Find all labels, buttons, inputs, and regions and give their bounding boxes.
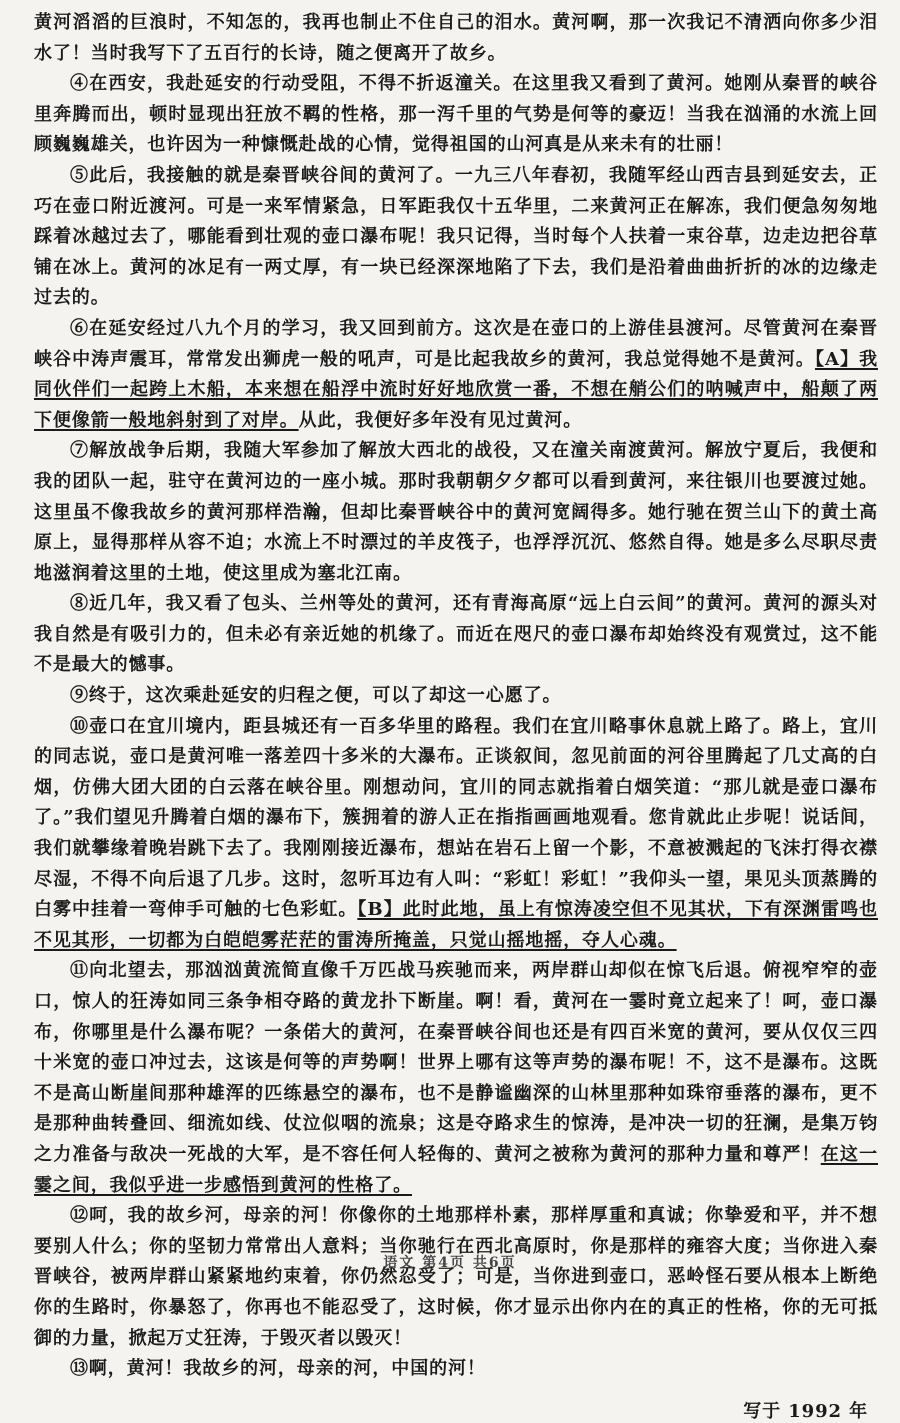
paragraph-13 [34, 1354, 878, 1385]
paragraph-text: ④在西安，我赴延安的行动受阻，不得不折返潼关。在这里我又看到了黄河。她刚从秦晋的峡谷里奔腾而出，顿时显现出狂放不羁的性格，那一泻千里的气势是何等的豪迈！当我在汹涌的水流上回顾巍巍雄关，也许因为一种慷慨赴战的心情，觉得祖国的山河真是从来未有的壮丽！ [34, 73, 878, 156]
paragraph-5 [34, 161, 878, 314]
underlined-passage-b: 【B】此时此地，虽上有惊涛凌空但不见其状，下有深渊雷鸣也不见其形，一切都为白皑皑雾茫茫的雷涛所掩盖，只觉山摇地摇，夺人心魂。 [34, 899, 878, 951]
underlined-passage-a: 【A】我同伙伴们一起跨上木船，本来想在船浮中流时好好地欣赏一番，不想在艄公们的呐喊声中，船颠了两下便像箭一般地斜射到了对岸。 [34, 348, 878, 431]
paragraph-text: ⑦解放战争后期，我随大军参加了解放大西北的战役，又在潼关南渡黄河。解放宁夏后，我便和我的团队一起，驻守在黄河边的一座小城。那时我朝朝夕夕都可以看到黄河，来往银川也要渡过她。这里虽不像我故乡的黄河那样浩瀚，但却比秦晋峡谷中的黄河宽阔得多。她行驰在贺兰山下的黄土高原上，显得那样从容不迫；水流上不时漂过的羊皮筏子，也浮浮沉沉、悠然自得。她是多么尽职尽责地滋润着这里的土地，使这里成为塞北江南。 [34, 440, 878, 584]
paragraph-text: ⑨终于，这次乘赴延安的归程之便，可以了却这一心愿了。 [70, 685, 562, 707]
paragraph-7 [34, 436, 878, 589]
paragraph-text: 从此，我便好多年没有见过黄河。 [298, 409, 583, 431]
article-body [34, 8, 878, 1385]
date-signature: 写于 1992 年 [743, 1400, 868, 1422]
paragraph-9 [34, 681, 878, 712]
paragraph-4 [34, 69, 878, 161]
paragraph-text: ⑬啊，黄河！我故乡的河，母亲的河，中国的河！ [70, 1358, 486, 1380]
paragraph-10 [34, 712, 878, 957]
paragraph-text: ⑩壶口在宜川境内，距县城还有一百多华里的路程。我们在宜川略事休息就上路了。路上，宜川的同志说，壶口是黄河唯一落差四十多米的大瀑布。正谈叙间，忽见前面的河谷里腾起了几丈高的白烟，仿佛大团大团的白云落在峡谷里。刚想动问，宜川的同志就指着白烟笑道：“那儿就是壶口瀑布了。”我们望见升腾着白烟的瀑布下，簇拥着的游人正在指指画画地观看。您肯就此止步呢！说话间，我们就攀缘着晚岩跳下去了。我刚刚接近瀑布，想站在岩石上留一个影，不意被溅起的飞沫打得衣襟尽湿，不得不向后退了几步。这时，忽听耳边有人叫：“彩虹！彩虹！”我仰头一望，果见头顶蒸腾的白雾中挂着一弯伸手可触的七色彩虹。 [34, 715, 878, 921]
paragraph-text: ⑥在延安经过八九个月的学习，我又回到前方。这次是在壶口的上游佳县渡河。尽管黄河在秦晋峡谷中涛声震耳，常常发出狮虎一般的吼声，可是比起我故乡的黄河，我总觉得她不是黄河。 [34, 317, 878, 370]
paragraph-text: 黄河滔滔的巨浪时，不知怎的，我再也制止不住自己的泪水。黄河啊，那一次我记不清洒向你多少泪水了！当时我写下了五百行的长诗，随之便离开了故乡。 [34, 12, 878, 64]
paragraph-11 [34, 956, 878, 1201]
paragraph-8 [34, 589, 878, 681]
paragraph-text: ⑧近几年，我又看了包头、兰州等处的黄河，还有青海高原“远上白云间”的黄河。黄河的源头对我自然是有吸引力的，但未必有亲近她的机缘了。而近在咫尺的壶口瀑布却始终没有观赏过，这不能不是最大的憾事。 [34, 593, 878, 676]
paragraph-text: ⑫呵，我的故乡河，母亲的河！你像你的土地那样朴素，那样厚重和真诚；你挚爱和平，并不想要别人什么；你的坚韧力常常出人意料；当你驰行在西北高原时，你是那样的雍容大度；当你进入秦晋峡谷，被两岸群山紧紧地约束着，你仍然忍受了；可是，当你进到壶口，恶岭怪石要从根本上断绝你的生路时，你暴怒了，你再也不能忍受了，这时候，你才显示出你内在的真正的性格，你的无可抵御的力量，掀起万丈狂涛，于毁灭者以毁灭！ [34, 1205, 878, 1349]
page-footer: 语文 第4页 共6页 [383, 1255, 517, 1271]
paragraph-6 [34, 314, 878, 436]
paragraph-12 [34, 1201, 878, 1354]
paragraph-p0 [34, 8, 878, 69]
underlined-sentence: 在这一霎之间，我似乎进一步感悟到黄河的性格了。 [34, 1143, 878, 1196]
paragraph-text: ⑪向北望去，那汹汹黄流简直像千万匹战马疾驰而来，两岸群山却似在惊飞后退。俯视窄窄的壶口，惊人的狂涛如同三条争相夺路的黄龙扑下断崖。啊！看，黄河在一霎时竟立起来了！呵，壶口瀑布，你哪里是什么瀑布呢？一条偌大的黄河，在秦晋峡谷间也还是有四百米宽的黄河，要从仅仅三四十米宽的壶口冲过去，这该是何等的声势啊！世界上哪有这等声势的瀑布呢！不，这不是瀑布。这既不是高山断崖间那种雄浑的匹练悬空的瀑布，也不是静谧幽深的山林里那种如珠帘垂落的瀑布，更不是那种曲转叠回、细流如线、仗泣似咽的流泉；这是夺路求生的惊涛，是冲决一切的狂澜，是集万钧之力准备与敌决一死战的大军，是不容任何人轻侮的、黄河之被称为黄河的那种力量和尊严！ [34, 960, 878, 1165]
paragraph-text: ⑤此后，我接触的就是秦晋峡谷间的黄河了。一九三八年春初，我随军经山西吉县到延安去，正巧在壶口附近渡河。可是一来军情紧急，日军距我仅十五华里，二来黄河正在解冻，我们便急匆匆地踩着冰越过去了，哪能看到壮观的壶口瀑布呢！我只记得，当时每个人扶着一束谷草，边走边把谷草铺在冰上。黄河的冰足有一两丈厚，有一块已经深深地陷了下去，我们是沿着曲曲折折的冰的边缘走过去的。 [34, 164, 878, 309]
